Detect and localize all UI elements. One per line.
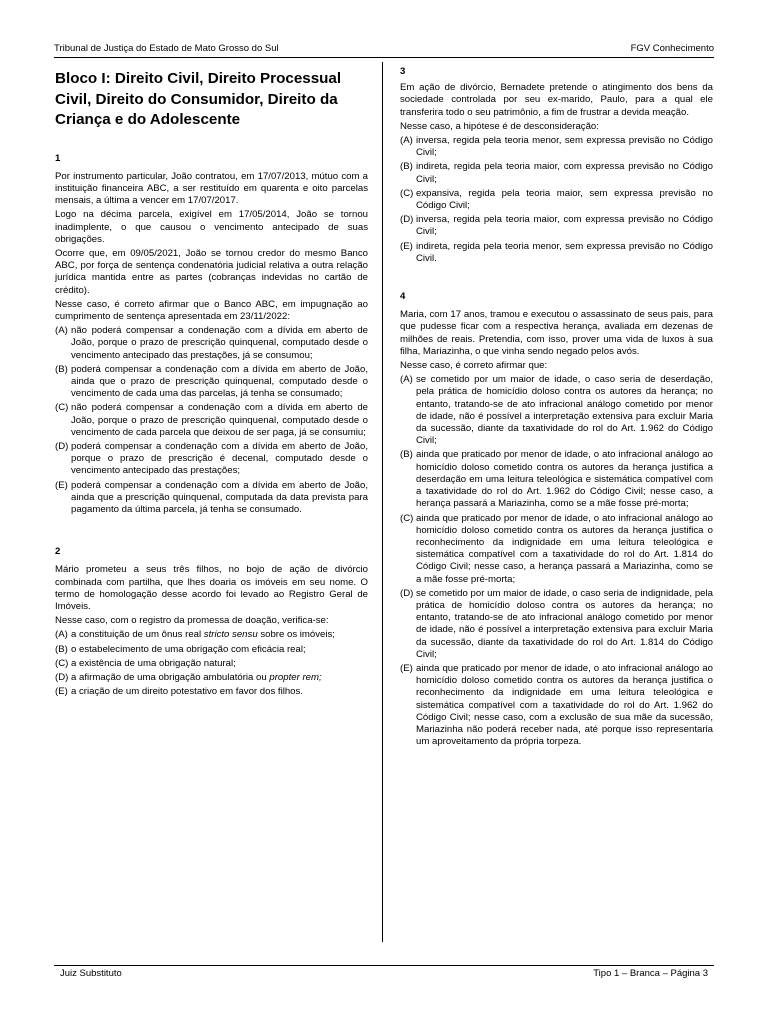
question-paragraph: Por instrumento particular, João contratou, em 17/07/2013, mútuo com a instituição financeira ABC, a ser restituído em quarenta e oito parcelas mensais, a última a vencer em 17/07/2017. <box>55 170 368 207</box>
option-text: ainda que praticado por menor de idade, o ato infracional análogo ao homicídio doloso cometido contra os autores da herança justifica o reconhecimento da indignidade em uma leitura teleológica e sistemática compatível com a taxatividade do rol do Art. 1.814 do Código Civil; nesse caso, a herança passará a Mariazinha, como se a mãe fosse pré-morta; <box>416 512 713 585</box>
page-header <box>54 41 714 58</box>
option-letter: (B) <box>55 643 68 655</box>
option-letter: (B) <box>55 363 68 375</box>
option-text: não poderá compensar a condenação com a dívida em aberto de João, porque o prazo de prescrição quinquenal, computado desde o vencimento antecipado das prestações, já se consumou; <box>71 325 368 361</box>
option-text: o estabelecimento de uma obrigação com eficácia real; <box>71 643 306 655</box>
option-text: poderá compensar a condenação com a dívida em aberto de João, ainda que o prazo de prescrição quinquenal, computado desde o vencimento de cada uma das parcelas, já tenha se consumado; <box>71 363 368 400</box>
option-text: ainda que praticado por menor de idade, o ato infracional análogo ao homicídio doloso cometido contra os autores da herança justifica a deserdação em uma leitura teleológica e sistemática compatível com a taxatividade do rol do Art. 1.962 do Código Civil; nesse caso, a herança passará a Mariazinha, como se a mãe fosse pré-morta; <box>416 449 713 510</box>
answer-option <box>55 644 368 656</box>
answer-option <box>400 214 713 238</box>
header-court-name: Tribunal de Justiça do Estado de Mato Grosso do Sul <box>54 43 279 54</box>
option-text: a existência de uma obrigação natural; <box>71 657 236 669</box>
question-paragraph: Em ação de divórcio, Bernadete pretende o atingimento dos bens da sociedade controlada por seu ex-marido, Paulo, para a qual ele transferira todo o seu patrimônio, a fim de frustrar a devida meação. <box>400 82 713 118</box>
question-number: 4 <box>400 291 406 303</box>
question-number: 2 <box>55 546 61 558</box>
option-text: poderá compensar a condenação com a dívida em aberto de João, porque o prazo de prescrição é decenal, computado desde o vencimento antecipado das prestações; <box>71 440 368 477</box>
option-text: se cometido por um maior de idade, o caso seria de indignidade, pela prática de homicídio doloso contra os autores da herança; no entanto, tratando-se de ato infracional análogo cometido por menor de idade, não é possível a interpretação extensiva para excluir Maria da sucessão, diante da taxatividade do rol do Art. 1.814 do Código Civil; <box>416 587 713 660</box>
answer-option <box>55 658 368 670</box>
option-letter: (B) <box>400 449 413 461</box>
option-letter: (C) <box>55 657 69 669</box>
question-1 <box>55 153 368 517</box>
question-2 <box>55 546 368 698</box>
answer-option <box>55 402 368 439</box>
option-text: indireta, regida pela teoria maior, com expressa previsão no Código Civil; <box>416 161 713 185</box>
answer-option <box>55 364 368 401</box>
answer-option <box>400 663 713 748</box>
option-text: poderá compensar a condenação com a dívida em aberto de João, ainda que a prescrição quinquenal, computada da data prevista para pagamento da última parcela, já tenha se consumado. <box>71 479 368 515</box>
option-text: a constituição de um ônus real stricto sensu sobre os imóveis; <box>71 629 335 641</box>
answer-option <box>400 588 713 661</box>
option-letter: (A) <box>55 325 68 337</box>
option-letter: (A) <box>400 135 413 147</box>
option-letter: (D) <box>400 214 414 226</box>
answer-option <box>55 672 368 684</box>
answer-option <box>400 161 713 185</box>
option-text: a criação de um direito potestativo em favor dos filhos. <box>71 686 303 698</box>
page-footer <box>54 965 714 979</box>
question-number: 1 <box>55 152 61 164</box>
italic-term: propter rem; <box>269 672 322 684</box>
option-text: a afirmação de uma obrigação ambulatória ou propter rem; <box>71 672 322 684</box>
answer-option <box>55 480 368 517</box>
option-letter: (C) <box>400 187 414 199</box>
answer-option <box>400 241 713 265</box>
option-letter: (A) <box>400 374 413 386</box>
option-text: ainda que praticado por menor de idade, o ato infracional análogo ao homicídio doloso cometido contra os autores da herança justifica o reconhecimento da indignidade em uma leitura teleológica e sistemática compatível com a taxatividade do rol do Art. 1.962 do Código Civil; nesse caso, com a exclusão de sua mãe da sucessão, Mariazinha não poderá receber nada, até porque isso representaria um aproveitamento da própria torpeza. <box>416 662 713 748</box>
option-letter: (B) <box>400 161 413 173</box>
option-text: se cometido por um maior de idade, o caso seria de deserdação, pela prática de homicídio doloso contra os autores da herança; no entanto, tratando-se de ato infracional análogo cometido por menor de idade, não é possível a interpretação extensiva para excluir Maria da sucessão, diante da taxatividade do rol do Art. 1.962 do Código Civil; <box>416 374 713 447</box>
question-3 <box>400 66 713 265</box>
question-paragraph: Mário prometeu a seus três filhos, no bojo de ação de divórcio combinada com partilha, que lhes doaria os imóveis em seu nome. O termo de homologação desse acordo foi levado ao Registro Geral de Imóveis. <box>55 564 368 612</box>
answer-option <box>400 374 713 447</box>
answer-option <box>400 135 713 159</box>
question-paragraph: Maria, com 17 anos, tramou e executou o assassinato de seus pais, para que pudesse ficar com a respectiva herança, avaliada em dezenas de milhões de reais. Pretendia, com isso, prover uma vida de luxos à sua filha, Mariazinha, o que vinha sendo negado pelos avós. <box>400 309 713 357</box>
answer-option <box>400 513 713 586</box>
header-publisher: FGV Conhecimento <box>630 43 714 54</box>
option-letter: (C) <box>55 402 69 414</box>
question-prompt: Nesse caso, a hipótese é de desconsideração: <box>400 120 599 132</box>
answer-option <box>55 441 368 478</box>
question-prompt: Nesse caso, com o registro da promessa de doação, verifica-se: <box>55 615 329 627</box>
italic-term: stricto sensu <box>203 629 258 641</box>
answer-option <box>400 188 713 212</box>
option-letter: (E) <box>400 240 413 252</box>
question-number: 3 <box>400 66 406 77</box>
question-paragraph: Logo na décima parcela, exigível em 17/05/2014, João se tornou inadimplente, o que causou o vencimento antecipado de suas obrigações. <box>55 209 368 245</box>
option-text: não poderá compensar a condenação com a dívida em aberto de João, porque o prazo de prescrição quinquenal, computado desde o vencimento de cada parcela que deixou de ser paga, já se consumiu; <box>71 402 368 438</box>
question-4 <box>400 291 713 748</box>
answer-option <box>55 629 368 641</box>
left-column <box>55 66 368 700</box>
option-letter: (E) <box>55 479 68 491</box>
answer-option <box>55 325 368 362</box>
option-text: expansiva, regida pela teoria maior, sem expressa previsão no Código Civil; <box>416 187 713 212</box>
footer-page-info: Tipo 1 – Branca – Página 3 <box>593 968 708 979</box>
question-prompt: Nesse caso, é correto afirmar que o Banco ABC, em impugnação ao cumprimento de sentença apresentada em 23/11/2022: <box>55 298 368 322</box>
option-letter: (D) <box>55 440 69 452</box>
question-paragraph: Ocorre que, em 09/05/2021, João se tornou credor do mesmo Banco ABC, por força de sentença condenatória judicial relativa a outra relação jurídica mantida entre as partes (cobranças indevidas no cartão de crédito). <box>55 247 368 296</box>
question-prompt: Nesse caso, é correto afirmar que: <box>400 360 548 372</box>
option-letter: (E) <box>400 662 413 674</box>
option-letter: (D) <box>400 587 414 599</box>
right-column <box>400 66 713 750</box>
answer-option <box>55 686 368 698</box>
option-text: inversa, regida pela teoria menor, sem expressa previsão no Código Civil; <box>416 135 713 159</box>
block-title: Bloco I: Direito Civil, Direito Processual Civil, Direito do Consumidor, Direito da Criança e do Adolescente <box>55 70 342 128</box>
option-letter: (A) <box>55 629 68 641</box>
column-divider <box>382 62 383 942</box>
answer-option <box>400 449 713 510</box>
option-letter: (C) <box>400 512 414 524</box>
footer-exam-role: Juiz Substituto <box>60 968 122 979</box>
option-text: indireta, regida pela teoria menor, sem expressa previsão no Código Civil. <box>416 240 713 264</box>
option-letter: (E) <box>55 686 68 698</box>
option-letter: (D) <box>55 672 69 684</box>
option-text: inversa, regida pela teoria maior, com expressa previsão no Código Civil; <box>416 214 713 238</box>
